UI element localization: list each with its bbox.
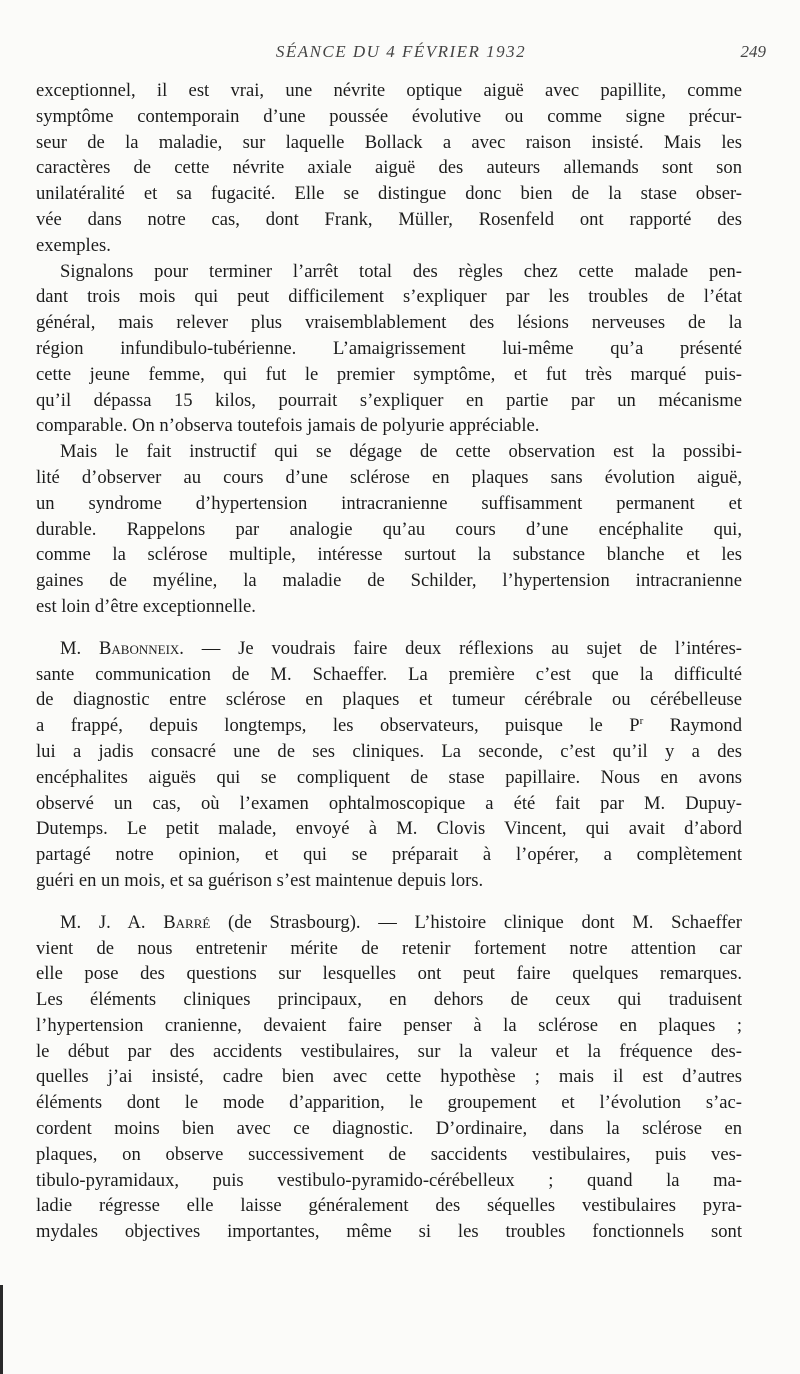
text-line: Mais le fait instructif qui se dégage de cette observation est la possibi- <box>60 441 742 463</box>
text-line: vée dans notre cas, dont Frank, Müller, Rosenfeld ont rapporté des <box>36 208 742 230</box>
text-line: exceptionnel, il est vrai, une névrite optique aiguë avec papillite, comme <box>36 80 742 101</box>
page-header <box>36 42 766 68</box>
text-line: qu’il dépassa 15 kilos, pourrait s’expliquer en partie par un mécanisme <box>36 389 742 411</box>
text-line: Signalons pour terminer l’arrêt total des règles chez cette malade pen- <box>60 260 742 282</box>
text-line: dant trois mois qui peut difficilement s’expliquer par les troubles de l’état <box>36 286 742 308</box>
body-text <box>36 78 742 1245</box>
text-line-speaker <box>36 910 742 936</box>
text-line-with-superscript <box>36 713 742 739</box>
text-line: encéphalites aiguës qui se compliquent de stase papillaire. Nous en avons <box>36 766 742 788</box>
text-line: mydales objectives importantes, même si les troubles fonctionnels sont <box>36 1221 742 1243</box>
text-line: partagé notre opinion, et qui se préparait à l’opérer, a complètement <box>36 844 742 866</box>
text-line: lité d’observer au cours d’une sclérose en plaques sans évolution aiguë, <box>36 466 742 488</box>
text-line: observé un cas, où l’examen ophtalmoscopique a été fait par M. Dupuy- <box>36 792 742 814</box>
paragraph-2 <box>36 259 742 440</box>
text-line: le début par des accidents vestibulaires, sur la valeur et la fréquence des- <box>36 1040 742 1062</box>
text-line: seur de la maladie, sur laquelle Bollack a avec raison insisté. Mais les <box>36 131 742 153</box>
text-line: un syndrome d’hypertension intracranienne suffisamment permanent et <box>36 492 742 514</box>
text-line: guéri en un mois, et sa guérison s’est maintenue depuis lors. <box>36 869 484 891</box>
paragraph-barre <box>36 910 742 1245</box>
text-line: durable. Rappelons par analogie qu’au cours d’une encéphalite qui, <box>36 518 742 540</box>
paragraph-gap <box>36 894 742 910</box>
speaker-name: Babonneix <box>99 637 180 659</box>
text-line: comparable. On n’observa toutefois jamais de polyurie appréciable. <box>36 415 540 437</box>
speaker-line-rest: . — Je voudrais faire deux réflexions au sujet de l’intéres- <box>179 637 742 659</box>
text-line: exemples. <box>36 234 111 256</box>
page-number: 249 <box>740 42 766 61</box>
text-line: unilatéralité et sa fugacité. Elle se distingue donc bien de la stase obser- <box>36 183 742 205</box>
text-line: éléments dont le mode d’apparition, le groupement et l’évolution s’ac- <box>36 1092 742 1114</box>
text-line: quelles j’ai insisté, cadre bien avec cette hypothèse ; mais il est d’autres <box>36 1066 742 1088</box>
text-line: elle pose des questions sur lesquelles ont peut faire quelques remarques. <box>36 963 742 985</box>
text-line: symptôme contemporain d’une poussée évolutive ou comme signe précur- <box>36 105 742 127</box>
text-line: ladie régresse elle laisse généralement des séquelles vestibulaires pyra- <box>36 1195 742 1217</box>
page-binding-edge <box>0 1285 3 1374</box>
speaker-name: Barré <box>163 911 211 933</box>
text-line: Les éléments cliniques principaux, en dehors de ceux qui traduisent <box>36 989 742 1011</box>
text-line: plaques, on observe successivement de saccidents vestibulaires, puis ves- <box>36 1143 742 1165</box>
text-fragment: a frappé, depuis longtemps, les observateurs, puisque le P <box>36 715 640 737</box>
paragraph-3 <box>36 439 742 620</box>
text-line: caractères de cette névrite axiale aiguë des auteurs allemands sont son <box>36 157 742 179</box>
text-line: est loin d’être exceptionnelle. <box>36 595 256 617</box>
paragraph-gap <box>36 620 742 636</box>
text-line: Dutemps. Le petit malade, envoyé à M. Clovis Vincent, qui avait d’abord <box>36 818 742 840</box>
text-fragment: Raymond <box>643 715 742 737</box>
paragraph-1 <box>36 78 742 259</box>
superscript: r <box>639 714 644 727</box>
text-line: lui a jadis consacré une de ses cliniques. La seconde, c’est qu’il y a des <box>36 740 742 762</box>
text-line-speaker <box>36 636 742 662</box>
text-line: cette jeune femme, qui fut le premier symptôme, et fut très marqué puis- <box>36 363 742 385</box>
text-line: comme la sclérose multiple, intéresse surtout la substance blanche et les <box>36 544 742 566</box>
speaker-line-rest: (de Strasbourg). — L’histoire clinique dont M. Schaeffer <box>210 911 742 933</box>
text-line: de diagnostic entre sclérose en plaques et tumeur cérébrale ou cérébelleuse <box>36 689 742 711</box>
text-line: vient de nous entretenir mérite de retenir fortement notre attention car <box>36 937 742 959</box>
text-line: général, mais relever plus vraisemblablement des lésions nerveuses de la <box>36 312 742 334</box>
text-line: cordent moins bien avec ce diagnostic. D’ordinaire, dans la sclérose en <box>36 1118 742 1140</box>
speaker-prefix: M. <box>60 637 99 659</box>
text-line: tibulo-pyramidaux, puis vestibulo-pyramido-cérébelleux ; quand la ma- <box>36 1169 742 1191</box>
speaker-prefix: M. J. A. <box>60 911 164 933</box>
text-line: gaines de myéline, la maladie de Schilder, l’hypertension intracranienne <box>36 570 742 592</box>
text-line: région infundibulo-tubérienne. L’amaigrissement lui-même qu’a présenté <box>36 337 742 359</box>
text-line: sante communication de M. Schaeffer. La première c’est que la difficulté <box>36 663 742 685</box>
paragraph-babonneix <box>36 636 742 894</box>
running-title: SÉANCE DU 4 FÉVRIER 1932 <box>275 42 527 61</box>
text-line: l’hypertension cranienne, devaient faire penser à la sclérose en plaques ; <box>36 1014 742 1036</box>
